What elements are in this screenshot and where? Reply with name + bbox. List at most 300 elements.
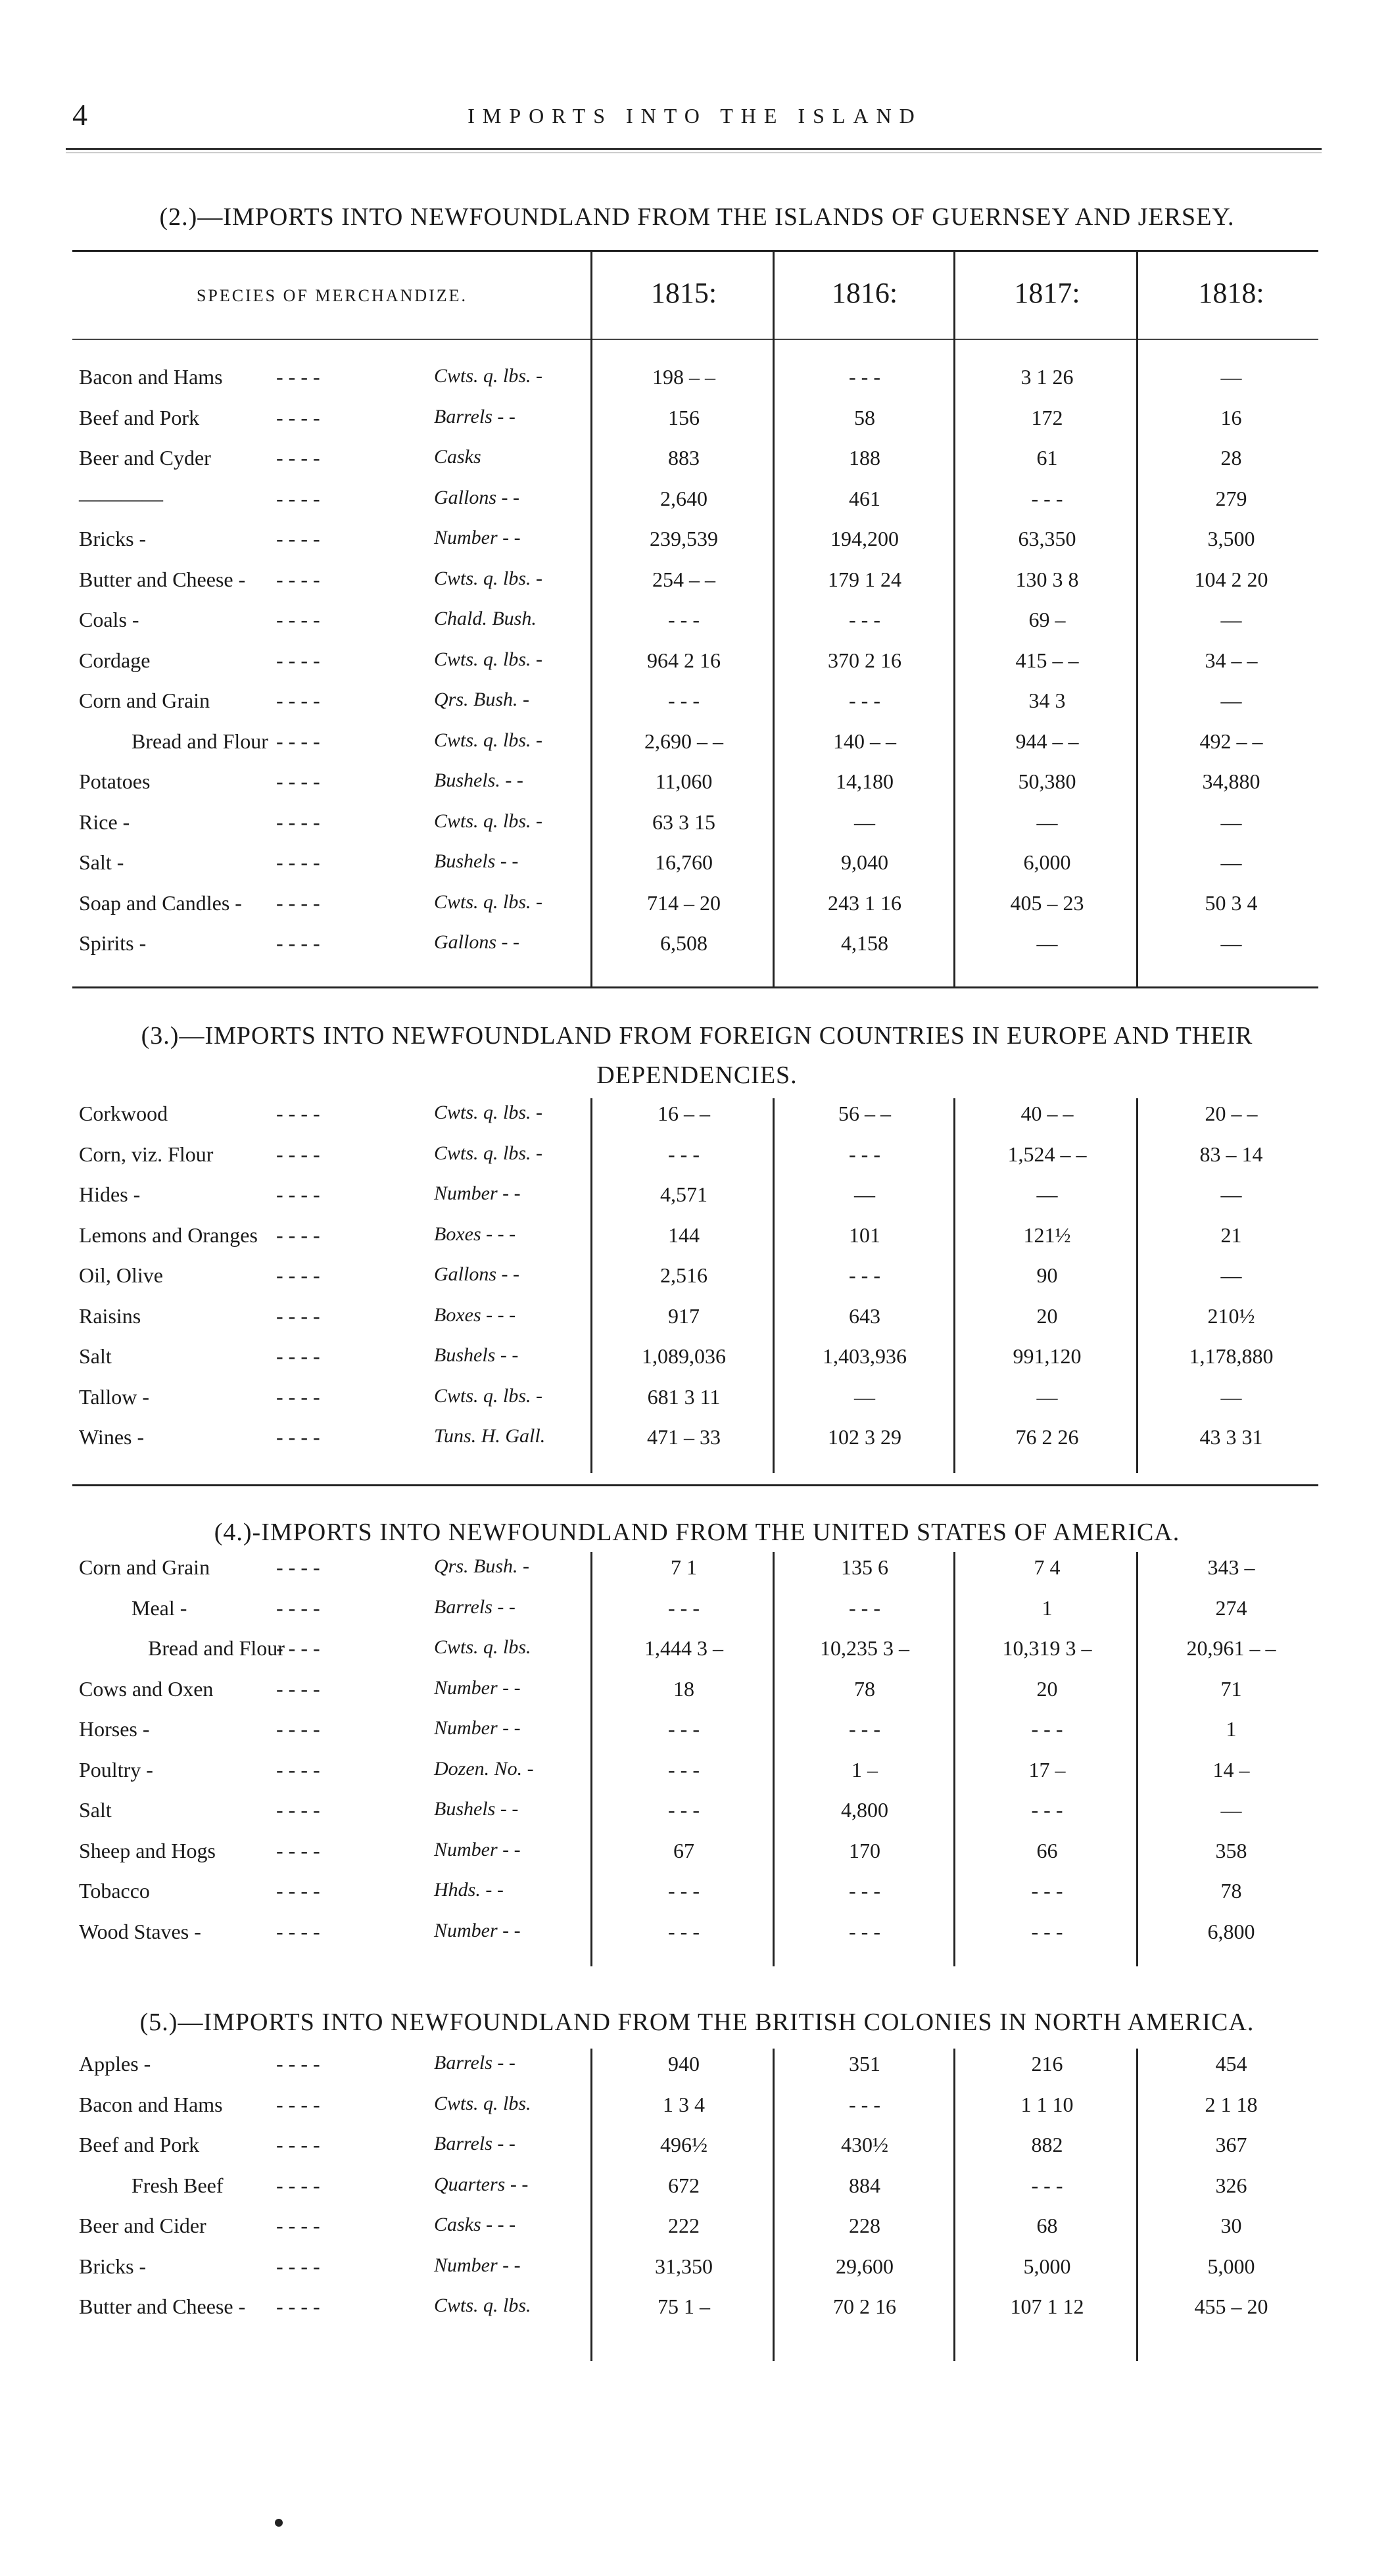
leader-dots: - - - -: [276, 729, 320, 753]
value-1818: 492 – –: [1199, 729, 1263, 753]
value-1815: 16 – –: [658, 1102, 710, 1125]
value-1815: 254 – –: [652, 567, 715, 591]
table-row: [0, 1425, 1390, 1465]
value-1815: 1 3 4: [663, 2092, 705, 2116]
value-1816: 10,235 3 –: [820, 1636, 909, 1660]
value-1816: 643: [849, 1303, 880, 1328]
header-rule: [66, 148, 1322, 153]
table-row: [0, 1304, 1390, 1344]
value-1816: - - -: [849, 1919, 880, 1943]
value-1816: 101: [849, 1223, 880, 1247]
value-1817: 68: [1036, 2214, 1058, 2237]
value-1818: 1: [1226, 1717, 1237, 1741]
value-1815: - - -: [668, 1919, 700, 1943]
table-row: [0, 810, 1390, 850]
value-1817: - - -: [1031, 1919, 1063, 1943]
value-1816: - - -: [849, 365, 880, 389]
unit-of-measure: Casks - - -: [434, 2214, 516, 2235]
value-1815: 7 1: [671, 1555, 697, 1579]
value-1816: - - -: [849, 1717, 880, 1741]
leader-dots: - - - -: [276, 1879, 320, 1903]
table-row: [0, 365, 1390, 404]
merchandize-name: Meal -: [132, 1595, 187, 1620]
table-row: [0, 446, 1390, 485]
leader-dots: - - - -: [276, 2214, 320, 2237]
unit-of-measure: Quarters - -: [434, 2173, 529, 2195]
merchandize-name: Apples -: [79, 2052, 151, 2076]
value-1816: 351: [849, 2052, 880, 2076]
value-1818: 1,178,880: [1189, 1344, 1274, 1368]
merchandize-name: Oil, Olive: [79, 1263, 163, 1287]
table-row: [0, 1717, 1390, 1757]
value-1817: 61: [1036, 446, 1058, 470]
value-1817: 20: [1036, 1303, 1058, 1328]
value-1817: - - -: [1031, 1717, 1063, 1741]
leader-dots: - - - -: [276, 365, 320, 389]
value-1818: 104 2 20: [1194, 567, 1268, 591]
value-1815: 964 2 16: [647, 648, 721, 672]
unit-of-measure: Qrs. Bush. -: [434, 1555, 530, 1577]
leader-dots: - - - -: [276, 648, 320, 672]
value-1815: 67: [673, 1838, 694, 1862]
value-1815: 222: [668, 2214, 700, 2237]
unit-of-measure: Tuns. H. Gall.: [434, 1425, 546, 1447]
value-1816: 243 1 16: [828, 890, 901, 915]
year-1818-heading: 1818:: [1198, 277, 1264, 309]
value-1818: —: [1220, 931, 1242, 955]
value-1818: —: [1220, 365, 1242, 389]
value-1817: 69 –: [1028, 608, 1066, 631]
merchandize-name: Potatoes: [79, 769, 151, 793]
merchandize-name: Beef and Pork: [79, 405, 200, 429]
value-1818: —: [1220, 1384, 1242, 1409]
leader-dots: - - - -: [276, 2052, 320, 2076]
leader-dots: - - - -: [276, 931, 320, 955]
leader-dots: - - - -: [276, 1182, 320, 1206]
value-1817: - - -: [1031, 486, 1063, 510]
year-1816-heading: 1816:: [831, 277, 898, 309]
value-1816: 170: [849, 1838, 880, 1862]
unit-of-measure: Number - -: [434, 1676, 521, 1699]
value-1816: 370 2 16: [828, 648, 901, 672]
unit-of-measure: Gallons - -: [434, 486, 519, 508]
value-1816: 4,158: [841, 931, 888, 955]
value-1816: - - -: [849, 608, 880, 631]
unit-of-measure: Cwts. q. lbs. -: [434, 1102, 543, 1123]
unit-of-measure: Number - -: [434, 2254, 521, 2276]
value-1816: - - -: [849, 1142, 880, 1166]
merchandize-name: Beef and Pork: [79, 2133, 200, 2156]
value-1817: —: [1036, 1182, 1058, 1206]
merchandize-name: Rice -: [79, 810, 130, 834]
merchandize-name: Cordage: [79, 648, 151, 672]
table-row: [0, 1798, 1390, 1837]
merchandize-name: Coals -: [79, 608, 139, 631]
value-1817: 130 3 8: [1015, 567, 1079, 591]
value-1817: - - -: [1031, 1798, 1063, 1822]
merchandize-name: Bread and Flour: [148, 1636, 285, 1660]
table-row: [0, 568, 1390, 607]
page-number: 4: [72, 98, 87, 132]
value-1815: 6,508: [660, 931, 707, 955]
value-1818: 274: [1215, 1595, 1247, 1620]
value-1815: 239,539: [650, 527, 718, 550]
value-1817: 17 –: [1028, 1757, 1066, 1782]
leader-dots: - - - -: [276, 567, 320, 591]
value-1818: 20,961 – –: [1186, 1636, 1276, 1660]
value-1816: —: [854, 1182, 875, 1206]
unit-of-measure: Chald. Bush.: [434, 608, 537, 629]
value-1815: - - -: [668, 608, 700, 631]
value-1815: 2,516: [660, 1263, 707, 1287]
value-1815: 681 3 11: [647, 1384, 721, 1409]
value-1815: 144: [668, 1223, 700, 1247]
value-1817: 66: [1036, 1838, 1058, 1862]
value-1817: 415 – –: [1015, 648, 1079, 672]
leader-dots: - - - -: [276, 1555, 320, 1579]
merchandize-name: Salt: [79, 1798, 112, 1822]
unit-of-measure: Boxes - - -: [434, 1303, 516, 1326]
value-1818: 326: [1215, 2173, 1247, 2197]
unit-of-measure: Dozen. No. -: [434, 1757, 534, 1780]
value-1817: 882: [1031, 2133, 1063, 2156]
merchandize-name: Tallow -: [79, 1384, 150, 1409]
column-head-bottom-rule: [72, 339, 1318, 340]
value-1816: 102 3 29: [828, 1425, 901, 1449]
value-1816: 14,180: [836, 769, 894, 793]
value-1818: 34,880: [1202, 769, 1260, 793]
leader-dots: - - - -: [276, 769, 320, 793]
value-1818: —: [1220, 1798, 1242, 1822]
table-row: [0, 769, 1390, 809]
unit-of-measure: Casks: [434, 446, 481, 468]
table-row: [0, 648, 1390, 688]
merchandize-name: Fresh Beef: [132, 2173, 224, 2197]
value-1818: 43 3 31: [1199, 1425, 1263, 1449]
value-1817: 216: [1031, 2052, 1063, 2076]
unit-of-measure: Barrels - -: [434, 1595, 515, 1618]
unit-of-measure: Gallons - -: [434, 1263, 519, 1285]
value-1818: 210½: [1207, 1303, 1255, 1328]
table-row: [0, 1263, 1390, 1303]
value-1816: 9,040: [841, 850, 888, 874]
value-1818: 21: [1220, 1223, 1242, 1247]
value-1816: 188: [849, 446, 880, 470]
value-1816: —: [854, 810, 875, 834]
value-1815: - - -: [668, 689, 700, 712]
value-1815: 883: [668, 446, 700, 470]
leader-dots: - - - -: [276, 2092, 320, 2116]
value-1816: - - -: [849, 1879, 880, 1903]
table-row: [0, 1142, 1390, 1182]
leader-dots: - - - -: [276, 1595, 320, 1620]
value-1815: 156: [668, 405, 700, 429]
unit-of-measure: Cwts. q. lbs.: [434, 1636, 531, 1658]
section-2-bottom-rule: [72, 986, 1318, 988]
value-1815: 11,060: [655, 769, 713, 793]
merchandize-name: Hides -: [79, 1182, 141, 1206]
leader-dots: - - - -: [276, 1384, 320, 1409]
value-1816: 70 2 16: [833, 2295, 896, 2318]
value-1815: 471 – 33: [647, 1425, 721, 1449]
table-row: [0, 689, 1390, 728]
value-1817: 20: [1036, 1676, 1058, 1701]
leader-dots: - - - -: [276, 608, 320, 631]
ink-speck: [275, 2519, 283, 2527]
merchandize-name: Bread and Flour: [132, 729, 268, 753]
unit-of-measure: Qrs. Bush. -: [434, 689, 530, 710]
value-1817: —: [1036, 1384, 1058, 1409]
value-1817: 107 1 12: [1010, 2295, 1084, 2318]
unit-of-measure: Hhds. - -: [434, 1879, 504, 1901]
value-1818: 455 – 20: [1194, 2295, 1268, 2318]
value-1817: 1: [1042, 1595, 1053, 1620]
leader-dots: - - - -: [276, 850, 320, 874]
value-1818: 454: [1215, 2052, 1247, 2076]
merchandize-name: Corn, viz. Flour: [79, 1142, 214, 1166]
unit-of-measure: Cwts. q. lbs. -: [434, 1384, 543, 1407]
running-header: IMPORTS INTO THE ISLAND: [467, 104, 923, 128]
value-1815: 198 – –: [652, 365, 715, 389]
unit-of-measure: Cwts. q. lbs. -: [434, 890, 543, 913]
value-1815: 2,690 – –: [644, 729, 723, 753]
value-1817: 76 2 26: [1015, 1425, 1079, 1449]
value-1818: 28: [1220, 446, 1242, 470]
value-1817: 40 – –: [1020, 1102, 1074, 1125]
table-row: [0, 1839, 1390, 1878]
section-2-title: (2.)—IMPORTS INTO NEWFOUNDLAND FROM THE ISLANDS OF GUERNSEY AND JERSEY.: [159, 203, 1235, 231]
leader-dots: - - - -: [276, 446, 320, 470]
table-row: [0, 1596, 1390, 1636]
leader-dots: - - - -: [276, 1636, 320, 1660]
value-1817: 63,350: [1018, 527, 1076, 550]
value-1817: 944 – –: [1015, 729, 1079, 753]
value-1817: 90: [1036, 1263, 1058, 1287]
merchandize-name: Corkwood: [79, 1102, 168, 1125]
value-1816: - - -: [849, 689, 880, 712]
value-1818: 83 – 14: [1199, 1142, 1263, 1166]
value-1815: - - -: [668, 1879, 700, 1903]
merchandize-name: Raisins: [79, 1303, 141, 1328]
value-1817: - - -: [1031, 1879, 1063, 1903]
merchandize-name: Salt: [79, 1344, 112, 1368]
leader-dots: - - - -: [276, 1303, 320, 1328]
unit-of-measure: Number - -: [434, 1838, 521, 1860]
leader-dots: - - - -: [276, 1102, 320, 1125]
value-1818: 358: [1215, 1838, 1247, 1862]
leader-dots: - - - -: [276, 1717, 320, 1741]
value-1818: —: [1220, 850, 1242, 874]
value-1816: 228: [849, 2214, 880, 2237]
value-1816: 1 –: [851, 1757, 878, 1782]
table-row: [0, 1223, 1390, 1263]
unit-of-measure: Bushels. - -: [434, 769, 523, 791]
unit-of-measure: Number - -: [434, 1717, 521, 1739]
value-1818: 34 – –: [1205, 648, 1258, 672]
value-1815: - - -: [668, 1798, 700, 1822]
leader-dots: - - - -: [276, 1676, 320, 1701]
merchandize-name: Bacon and Hams: [79, 365, 223, 389]
value-1816: 194,200: [830, 527, 899, 550]
value-1817: 7 4: [1034, 1555, 1061, 1579]
leader-dots: - - - -: [276, 1344, 320, 1368]
value-1817: —: [1036, 931, 1058, 955]
value-1817: 121½: [1023, 1223, 1071, 1247]
value-1815: 496½: [660, 2133, 707, 2156]
section-4-title: (4.)-IMPORTS INTO NEWFOUNDLAND FROM THE UNITED STATES OF AMERICA.: [214, 1519, 1180, 1546]
value-1817: 1 1 10: [1020, 2092, 1074, 2116]
value-1817: 10,319 3 –: [1002, 1636, 1092, 1660]
leader-dots: - - - -: [276, 1425, 320, 1449]
merchandize-name: Sheep and Hogs: [79, 1838, 216, 1862]
value-1818: —: [1220, 1263, 1242, 1287]
leader-dots: - - - -: [276, 2173, 320, 2197]
value-1815: 31,350: [655, 2254, 713, 2278]
value-1818: —: [1220, 608, 1242, 631]
unit-of-measure: Number - -: [434, 527, 521, 548]
value-1818: 6,800: [1207, 1919, 1255, 1943]
table-row: [0, 891, 1390, 931]
merchandize-name: Lemons and Oranges: [79, 1223, 258, 1247]
table-row: [0, 1677, 1390, 1716]
table-row: [0, 2133, 1390, 2172]
merchandize-name: Corn and Grain: [79, 1555, 210, 1579]
merchandize-name: Beer and Cyder: [79, 446, 211, 470]
value-1818: —: [1220, 810, 1242, 834]
unit-of-measure: Bushels - -: [434, 1344, 519, 1366]
table-row: [0, 527, 1390, 566]
value-1815: 714 – 20: [647, 890, 721, 915]
value-1815: 1,089,036: [642, 1344, 726, 1368]
table-row: [0, 406, 1390, 445]
value-1818: 16: [1220, 405, 1242, 429]
section-3-bottom-rule: [72, 1484, 1318, 1486]
value-1815: - - -: [668, 1595, 700, 1620]
value-1816: 461: [849, 486, 880, 510]
value-1818: 30: [1220, 2214, 1242, 2237]
table-row: [0, 1385, 1390, 1424]
leader-dots: - - - -: [276, 527, 320, 550]
merchandize-name: Tobacco: [79, 1879, 150, 1903]
unit-of-measure: Bushels - -: [434, 1798, 519, 1820]
leader-dots: - - - -: [276, 1798, 320, 1822]
leader-dots: - - - -: [276, 2295, 320, 2318]
value-1817: 50,380: [1018, 769, 1076, 793]
leader-dots: - - - -: [276, 810, 320, 834]
value-1815: 672: [668, 2173, 700, 2197]
value-1815: 16,760: [655, 850, 713, 874]
merchandize-name: Bricks -: [79, 527, 147, 550]
value-1818: 3,500: [1207, 527, 1255, 550]
value-1815: 63 3 15: [652, 810, 715, 834]
table-row: [0, 1920, 1390, 1959]
value-1818: 343 –: [1207, 1555, 1255, 1579]
leader-dots: - - - -: [276, 890, 320, 915]
value-1817: 172: [1031, 405, 1063, 429]
leader-dots: - - - -: [276, 1919, 320, 1943]
table-row: [0, 2254, 1390, 2294]
value-1817: 6,000: [1023, 850, 1071, 874]
table-row: [0, 1758, 1390, 1797]
value-1818: —: [1220, 689, 1242, 712]
value-1818: 2 1 18: [1205, 2092, 1258, 2116]
table-row: [0, 1102, 1390, 1141]
leader-dots: - - - -: [276, 486, 320, 510]
table-row: [0, 2093, 1390, 2132]
table-row: [0, 1636, 1390, 1676]
value-1818: 14 –: [1212, 1757, 1250, 1782]
value-1815: 2,640: [660, 486, 707, 510]
value-1816: 1,403,936: [823, 1344, 907, 1368]
value-1815: - - -: [668, 1717, 700, 1741]
merchandize-name: Salt -: [79, 850, 124, 874]
unit-of-measure: Boxes - - -: [434, 1223, 516, 1245]
value-1816: 58: [854, 405, 875, 429]
species-column-heading: SPECIES OF MERCHANDIZE.: [196, 286, 468, 305]
section-3-title: (3.)—IMPORTS INTO NEWFOUNDLAND FROM FOREIGN COUNTRIES IN EUROPE AND THEIR DEPENDENCIES.: [141, 1022, 1253, 1089]
section-5-title: (5.)—IMPORTS INTO NEWFOUNDLAND FROM THE BRITISH COLONIES IN NORTH AMERICA.: [139, 2008, 1255, 2036]
value-1815: 917: [668, 1303, 700, 1328]
table-row: [0, 1555, 1390, 1595]
leader-dots: - - - -: [276, 1142, 320, 1166]
unit-of-measure: Cwts. q. lbs. -: [434, 810, 543, 832]
value-1816: 29,600: [836, 2254, 894, 2278]
value-1818: —: [1220, 1182, 1242, 1206]
merchandize-name: Butter and Cheese -: [79, 2295, 246, 2318]
merchandize-name: Wood Staves -: [79, 1919, 201, 1943]
year-1817-heading: 1817:: [1014, 277, 1080, 309]
merchandize-name: Corn and Grain: [79, 689, 210, 712]
merchandize-name: Spirits -: [79, 931, 147, 955]
value-1818: 78: [1220, 1879, 1242, 1903]
value-1816: 140 – –: [833, 729, 896, 753]
value-1815: 4,571: [660, 1182, 707, 1206]
table-row: [0, 1879, 1390, 1918]
unit-of-measure: Cwts. q. lbs. -: [434, 729, 543, 751]
value-1816: 884: [849, 2173, 880, 2197]
value-1816: 78: [854, 1676, 875, 1701]
value-1818: 279: [1215, 486, 1247, 510]
merchandize-name: Butter and Cheese -: [79, 567, 246, 591]
value-1817: 34 3: [1028, 689, 1066, 712]
unit-of-measure: Cwts. q. lbs.: [434, 2295, 531, 2316]
merchandize-name: ————: [79, 486, 163, 510]
table-row: [0, 729, 1390, 769]
merchandize-name: Bacon and Hams: [79, 2092, 223, 2116]
value-1815: 75 1 –: [658, 2295, 710, 2318]
value-1815: 940: [668, 2052, 700, 2076]
value-1817: 405 – 23: [1010, 890, 1084, 915]
value-1816: 430½: [841, 2133, 888, 2156]
value-1815: 1,444 3 –: [644, 1636, 723, 1660]
leader-dots: - - - -: [276, 1757, 320, 1782]
value-1816: —: [854, 1384, 875, 1409]
value-1816: 56 – –: [838, 1102, 891, 1125]
table-row: [0, 850, 1390, 890]
value-1816: - - -: [849, 1595, 880, 1620]
value-1818: 367: [1215, 2133, 1247, 2156]
leader-dots: - - - -: [276, 1838, 320, 1862]
value-1817: 1,524 – –: [1007, 1142, 1087, 1166]
leader-dots: - - - -: [276, 1263, 320, 1287]
value-1817: 3 1 26: [1020, 365, 1074, 389]
value-1817: - - -: [1031, 2173, 1063, 2197]
value-1815: - - -: [668, 1142, 700, 1166]
table-row: [0, 931, 1390, 971]
unit-of-measure: Cwts. q. lbs.: [434, 2092, 531, 2114]
value-1816: - - -: [849, 1263, 880, 1287]
value-1816: 135 6: [841, 1555, 888, 1579]
